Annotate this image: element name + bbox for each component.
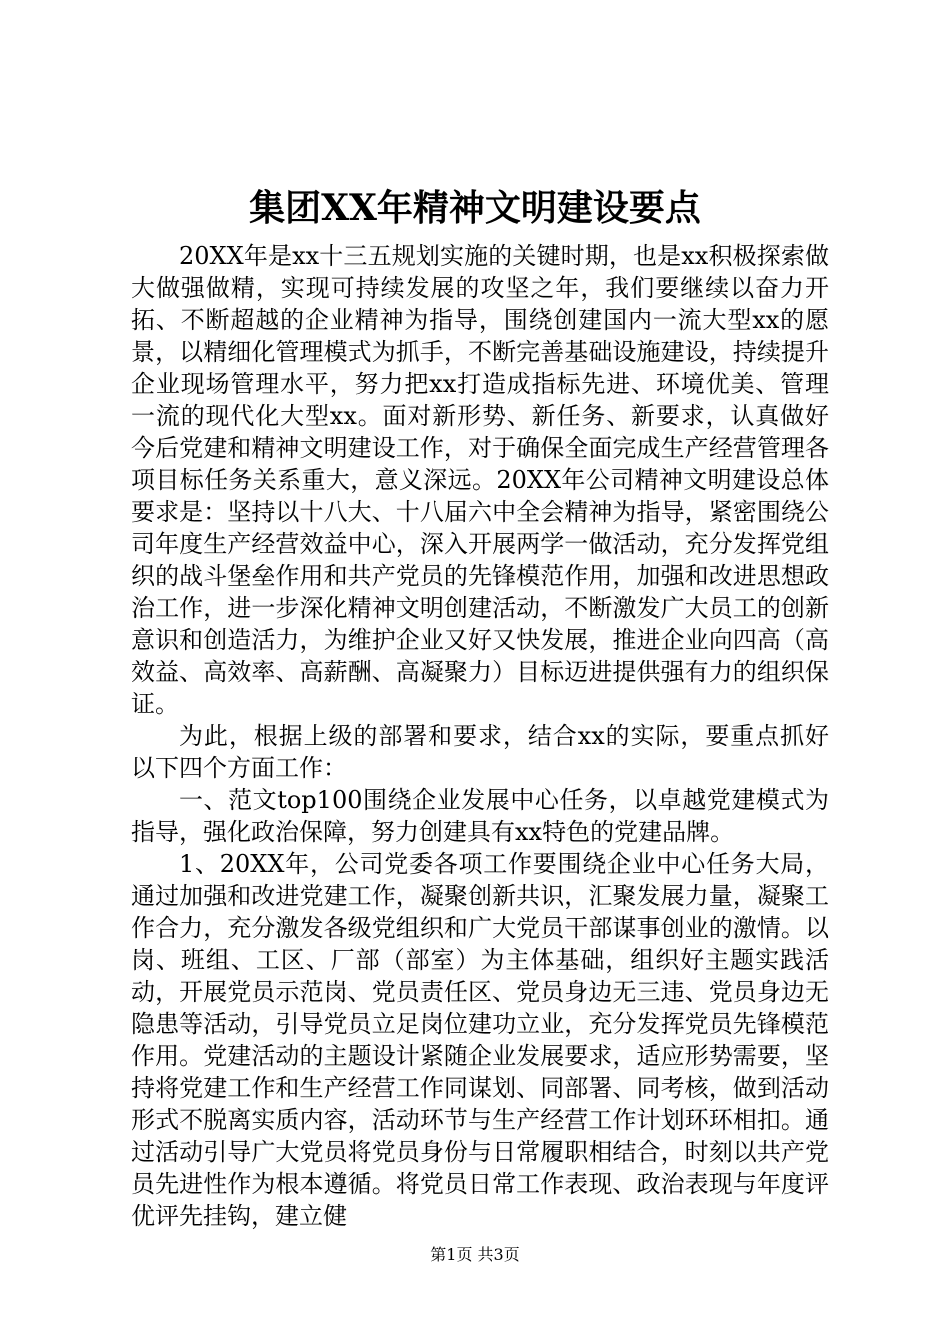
body-paragraph: 为此，根据上级的部署和要求，结合xx的实际，要重点抓好以下四个方面工作： (131, 722, 829, 782)
body-paragraph: 1、20XX年，公司党委各项工作要围绕企业中心任务大局，通过加强和改进党建工作，凝聚创新共识，汇聚发展力量，凝聚工作合力，充分激发各级党组织和广大党员干部谋事创业的激情。以岗、班组、工区、厂部（部室）为主体基础，组织好主题实践活动，开展党员示范岗、党员责任区、党员身边无三违、党员身边无隐患等活动，引导党员立足岗位建功立业，充分发挥党员先锋模范作用。党建活动的主题设计紧随企业发展要求，适应形势需要，坚持将党建工作和生产经营工作同谋划、同部署、同考核，做到活动形式不脱离实质内容，活动环节与生产经营工作计划环环相扣。通过活动引导广大党员将党员身份与日常履职相结合，时刻以共产党员先进性作为根本遵循。将党员日常工作表现、政治表现与年度评优评先挂钩，建立健 (131, 850, 829, 1230)
document-body (131, 240, 829, 1232)
document-title: 集团XX年精神文明建设要点 (249, 187, 701, 229)
body-paragraph: 20XX年是xx十三五规划实施的关键时期，也是xx积极探索做大做强做精，实现可持续发展的攻坚之年，我们要继续以奋力开拓、不断超越的企业精神为指导，围绕创建国内一流大型xx的愿景，以精细化管理模式为抓手，不断完善基础设施建设，持续提升企业现场管理水平，努力把xx打造成指标先进、环境优美、管理一流的现代化大型xx。面对新形势、新任务、新要求，认真做好今后党建和精神文明建设工作，对于确保全面完成生产经营管理各项目标任务关系重大，意义深远。20XX年公司精神文明建设总体要求是：坚持以十八大、十八届六中全会精神为指导，紧密围绕公司年度生产经营效益中心，深入开展两学一做活动，充分发挥党组织的战斗堡垒作用和共产党员的先锋模范作用，加强和改进思想政治工作，进一步深化精神文明创建活动，不断激发广大员工的创新意识和创造活力，为维护企业又好又快发展，推进企业向四高（高效益、高效率、高薪酬、高凝聚力）目标迈进提供强有力的组织保证。 (131, 242, 829, 718)
section-heading-paragraph: 一、范文top100围绕企业发展中心任务，以卓越党建模式为指导，强化政治保障，努力创建具有xx特色的党建品牌。 (131, 786, 829, 846)
page-number-footer: 第1页 共3页 (430, 1245, 520, 1264)
